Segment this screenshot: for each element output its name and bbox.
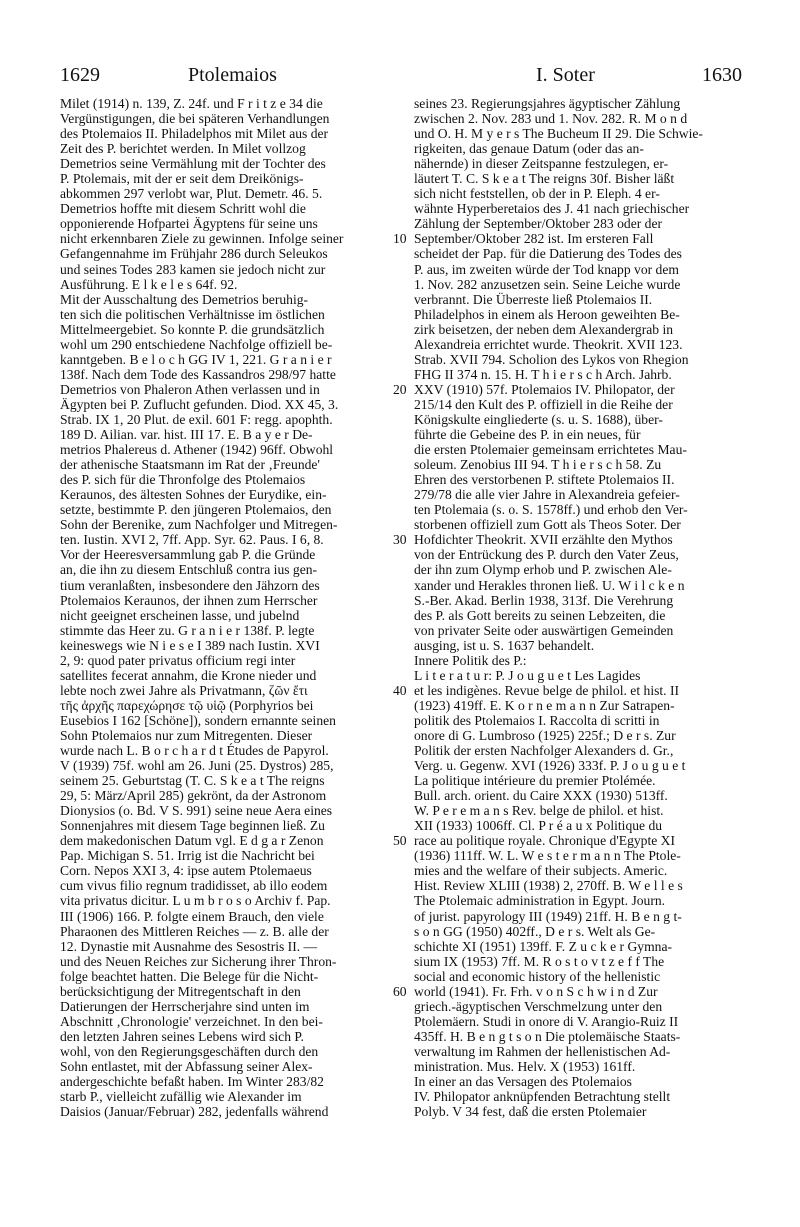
text-line: Ausführung. E l k e l e s 64f. 92. xyxy=(60,276,238,292)
text-line: of jurist. papyrology III (1949) 21ff. H. B e n g t- xyxy=(414,908,682,924)
text-line: Bull. arch. orient. du Caire XXX (1930) 513ff. xyxy=(414,788,668,804)
text-line: des P. als Gott bereits zu seinen Lebzeiten, die xyxy=(414,607,666,623)
text-line: In einer an das Versagen des Ptolemaios xyxy=(414,1074,632,1090)
text-line: dem makedonischen Datum vgl. E d g a r Zenon xyxy=(60,833,324,849)
text-line: Demetrios hoffte mit diesem Schritt wohl die xyxy=(60,201,306,217)
text-line: Dionysios (o. Bd. V S. 991) seine neue Aera eines xyxy=(60,803,333,819)
text-line: seines 23. Regierungsjahres ägyptischer Zählung xyxy=(414,96,681,111)
left-page-number: 1629 xyxy=(60,64,100,86)
text-line: wohl, von den Regierungsgeschäften durch den xyxy=(60,1043,319,1059)
text-line: V (1939) 75f. wohl am 26. Juni (25. Dystros) 285, xyxy=(60,758,334,774)
text-line: Mittelmeergebiet. So konnte P. die grundsätzlich xyxy=(60,321,325,337)
text-line: wohl um 290 entschiedene Nachfolge offiziell be- xyxy=(60,336,333,352)
text-line: Königskulte eingliederte (s. u. S. 1688), über- xyxy=(414,411,663,427)
text-line: und seines Todes 283 kamen sie jedoch nicht zur xyxy=(60,261,326,277)
text-line: 215/14 den Kult des P. offiziell in die Reihe der xyxy=(414,396,673,412)
text-line: metrios Phalereus d. Athener (1942) 96ff. Obwohl xyxy=(60,442,334,458)
text-line: Datierungen der Herrscherjahre sind unten im xyxy=(60,998,310,1014)
text-line: Strab. XVII 794. Scholion des Lykos von Rhegion xyxy=(414,351,689,367)
line-number: 30 xyxy=(393,532,407,548)
text-line: III (1906) 166. P. folgte einem Brauch, den viele xyxy=(60,908,324,924)
text-line: und des Neuen Reiches zur Sicherung ihrer Thron- xyxy=(60,953,337,969)
text-line: L i t e r a t u r: P. J o u g u e t Les Lagides xyxy=(414,667,641,683)
text-line: Zeit des P. berichtet werden. In Milet vollzog xyxy=(60,141,306,157)
text-line: seinem 25. Geburtstag (T. C. S k e a t The reigns xyxy=(60,773,325,789)
text-line: onore di G. Lumbroso (1925) 225f.; D e r s. Zur xyxy=(414,727,676,743)
text-line: starb P., vielleicht zufällig wie Alexander im xyxy=(60,1089,302,1105)
text-line: sich nicht feststellen, ob der in P. Eleph. 4 er- xyxy=(414,186,660,202)
text-line: 138f. Nach dem Tode des Kassandros 298/97 hatte xyxy=(60,366,336,382)
text-line: Ägypten bei P. Zuflucht gefunden. Diod. XX 45, 3. xyxy=(60,396,339,412)
text-line: verbrannt. Die Überreste ließ Ptolemaios II. xyxy=(414,291,653,307)
text-line: Ehren des verstorbenen P. stiftete Ptolemaios II. xyxy=(414,472,675,488)
text-line: W. P e r e m a n s Rev. belge de philol. et hist. xyxy=(414,803,664,819)
text-line: 29, 5: März/April 285) gekrönt, da der Astronom xyxy=(60,788,327,804)
text-line: Gefangennahme im Frühjahr 286 durch Seleukos xyxy=(60,246,328,262)
text-line: The Ptolemaic administration in Egypt. Journ. xyxy=(414,893,666,909)
text-line: Keraunos, des ältesten Sohnes der Eurydike, ein- xyxy=(60,487,327,503)
text-line: (1936) 111ff. W. L. W e s t e r m a n n The Ptole- xyxy=(414,848,681,864)
text-line: Sohn Ptolemaios nur zum Mitregenten. Dieser xyxy=(60,727,313,743)
text-line: 1. Nov. 282 anzusetzen sein. Seine Leiche wurde xyxy=(414,276,681,292)
text-line: xander und Herakles thronen ließ. U. W i l c k e n xyxy=(414,577,685,593)
text-line: et les indigènes. Revue belge de philol. et hist. II xyxy=(414,682,680,698)
text-line: zirk beisetzen, der neben dem Alexandergrab in xyxy=(414,321,674,337)
text-line: von der Entrückung des P. durch den Vater Zeus, xyxy=(414,547,679,563)
text-line: Innere Politik des P.: xyxy=(414,652,527,668)
text-line: schichte XI (1951) 139ff. F. Z u c k e r Gymna- xyxy=(414,938,673,954)
text-line: griech.-ägyptischen Verschmelzung unter den xyxy=(414,998,663,1014)
text-line: mies and the welfare of their subjects. Americ. xyxy=(414,863,668,879)
text-line: XII (1933) 1006ff. Cl. P r é a u x Politique du xyxy=(414,818,663,834)
text-line: 435ff. H. B e n g t s o n Die ptolemäische Staats- xyxy=(414,1028,681,1044)
text-line: Pharaonen des Mittleren Reiches — z. B. alle der xyxy=(60,923,329,939)
text-line: Strab. IX 1, 20 Plut. de exil. 601 F: regg. apophth. xyxy=(60,411,333,427)
text-line: (1923) 419ff. E. K o r n e m a n n Zur Satrapen- xyxy=(414,697,675,713)
text-line: P. aus, im zweiten würde der Tod knapp vor dem xyxy=(414,261,679,277)
text-line: berücksichtigung der Mitregentschaft in den xyxy=(60,983,301,999)
text-line: der ihn zum Olymp erhob und P. zwischen Ale- xyxy=(414,562,672,578)
text-line: XXV (1910) 57f. Ptolemaios IV. Philopator, der xyxy=(414,381,675,397)
text-line: s o n GG (1950) 402ff., D e r s. Welt als Ge- xyxy=(414,923,656,939)
text-line: cum vivus filio regnum tradidisset, ab illo eodem xyxy=(60,878,328,894)
text-line: soleum. Zenobius III 94. T h i e r s c h 58. Zu xyxy=(414,457,662,473)
text-line: satellites fecerat annahm, die Krone nieder und xyxy=(60,667,317,683)
text-line: Corn. Nepos XXI 3, 4: ipse autem Ptolemaeus xyxy=(60,863,312,879)
text-line: storbenen offiziell zum Gott als Theos Soter. Der xyxy=(414,517,681,533)
text-line: τῆς ἀρχῆς παρεχώρησε τῷ υἱῷ (Porphyrios bei xyxy=(60,697,314,713)
text-line: kanntgeben. B e l o c h GG IV 1, 221. G r a n i e r xyxy=(60,351,332,367)
text-line: rigkeiten, das genaue Datum (oder das an- xyxy=(414,141,644,157)
text-line: des P. sich für die Thronfolge des Ptolemaios xyxy=(60,472,306,488)
text-line: Sohn der Berenike, zum Nachfolger und Mitregen- xyxy=(60,517,338,533)
text-line: ten Ptolemaia (s. o. S. 1578ff.) und erhob den Ver- xyxy=(414,502,688,518)
text-line: world (1941). Fr. Frh. v o n S c h w i n d Zur xyxy=(414,983,658,999)
text-line: Politik der ersten Nachfolger Alexanders d. Gr., xyxy=(414,743,674,759)
text-line: lebte noch zwei Jahre als Privatmann, ζῶν ἔτι xyxy=(60,682,308,698)
right-text-column xyxy=(414,96,744,1119)
text-line: ausging, ist u. S. 1637 behandelt. xyxy=(414,637,595,653)
right-page-number: 1630 xyxy=(702,64,742,86)
text-line: Vergünstigungen, die bei späteren Verhandlungen xyxy=(60,111,330,127)
text-line: nähernde) in dieser Zeitspanne festzulegen, er- xyxy=(414,156,669,172)
page-header xyxy=(60,64,742,90)
text-line: ministration. Mus. Helv. X (1953) 161ff. xyxy=(414,1059,636,1074)
text-line: führte die Gebeine des P. in ein neues, für xyxy=(414,427,641,443)
text-line: opponierende Hofpartei Ägyptens für seine uns xyxy=(60,216,318,232)
text-line: läutert T. C. S k e a t The reigns 30f. Bisher läßt xyxy=(414,171,675,187)
text-line: Vor der Heeresversammlung gab P. die Gründe xyxy=(60,547,316,563)
text-line: politik des Ptolemaios I. Raccolta di scritti in xyxy=(414,712,660,728)
text-line: Daisios (Januar/Februar) 282, jedenfalls während xyxy=(60,1104,329,1120)
text-line: verwaltung im Rahmen der hellenistischen Ad- xyxy=(414,1043,671,1059)
text-line: 189 D. Ailian. var. hist. III 17. E. B a y e r De- xyxy=(60,427,313,443)
line-number: 60 xyxy=(393,983,407,999)
text-line: Hofdichter Theokrit. XVII erzählte den Mythos xyxy=(414,532,673,548)
text-line: wurde nach L. B o r c h a r d t Études de Papyrol. xyxy=(60,743,329,759)
text-line: Ptolemäern. Studi in onore di V. Arangio-Ruiz II xyxy=(414,1013,679,1029)
text-line: Demetrios seine Vermählung mit der Tochter des xyxy=(60,156,326,172)
text-line: September/Oktober 282 ist. Im ersteren Fall xyxy=(414,231,654,247)
line-number: 20 xyxy=(393,381,407,397)
text-line: vita privatus dicitur. L u m b r o s o Archiv f. Pap. xyxy=(60,893,331,909)
text-line: Zählung der September/Oktober 283 oder der xyxy=(414,216,663,232)
text-line: nicht geeignet erscheinen lasse, und jubelnd xyxy=(60,607,300,623)
text-line: des Ptolemaios II. Philadelphos mit Milet aus der xyxy=(60,126,329,142)
text-line: Philadelphos in einem als Heroon geweihten Be- xyxy=(414,306,680,322)
line-number: 40 xyxy=(393,682,407,698)
text-line: Sonnenjahres mit diesem Tage beginnen ließ. Zu xyxy=(60,818,325,834)
text-line: und O. H. M y e r s The Bucheum II 29. Die Schwie- xyxy=(414,126,703,142)
text-line: La politique intérieure du premier Ptolémée. xyxy=(414,773,656,789)
text-line: S.-Ber. Akad. Berlin 1938, 313f. Die Verehrung xyxy=(414,592,674,608)
text-line: sium IX (1953) 7ff. M. R o s t o v t z e f f The xyxy=(414,953,665,969)
text-line: scheidet der Pap. für die Datierung des Todes des xyxy=(414,246,682,262)
text-line: Alexandreia errichtet wurde. Theokrit. XVII 123. xyxy=(414,336,683,352)
text-line: Abschnitt ‚Chronologie' verzeichnet. In den bei- xyxy=(60,1013,323,1029)
text-line: den letzten Jahren seines Lebens wird sich P. xyxy=(60,1028,304,1044)
text-line: Ptolemaios Keraunos, der ihnen zum Herrscher xyxy=(60,592,318,608)
left-text-column xyxy=(60,96,392,1119)
right-running-title: I. Soter xyxy=(536,64,595,86)
text-line: stimmte das Heer zu. G r a n i e r 138f. P. legte xyxy=(60,622,315,638)
text-line: 12. Dynastie mit Ausnahme des Sesostris II. — xyxy=(60,938,318,954)
text-line: 279/78 die alle vier Jahre in Alexandreia gefeier- xyxy=(414,487,680,503)
text-line: Eusebios I 162 [Schöne]), sondern ernannte seinen xyxy=(60,712,336,728)
text-line: keineswegs wie N i e s e I 389 nach Iustin. XVI xyxy=(60,637,320,653)
text-line: IV. Philopator anknüpfenden Betrachtung stellt xyxy=(414,1089,671,1105)
text-line: ten. Iustin. XVI 2, 7ff. App. Syr. 62. Paus. I 6, 8. xyxy=(60,532,324,548)
text-line: abkommen 297 verlobt war, Plut. Demetr. 46. 5. xyxy=(60,186,323,202)
text-line: wähnte Hyperberetaios des J. 41 nach griechischer xyxy=(414,201,690,217)
text-line: folge beachtet hatten. Die Belege für die Nicht- xyxy=(60,968,319,984)
text-line: setzte, bestimmte P. den jüngeren Ptolemaios, den xyxy=(60,502,332,518)
text-line: P. Ptolemais, mit der er seit dem Dreikönigs- xyxy=(60,171,304,187)
text-line: Sohn entlastet, mit der Abfassung seiner Alex- xyxy=(60,1059,313,1074)
text-line: Polyb. V 34 fest, daß die ersten Ptolemaier xyxy=(414,1104,647,1120)
line-number: 50 xyxy=(393,833,407,849)
left-running-title: Ptolemaios xyxy=(188,64,277,86)
text-line: an, die ihn zu diesem Entschluß contra ius gen- xyxy=(60,562,318,578)
text-line: Demetrios von Phaleron Athen verlassen und in xyxy=(60,381,320,397)
text-line: von privater Seite oder auswärtigen Gemeinden xyxy=(414,622,674,638)
text-line: FHG II 374 n. 15. H. T h i e r s c h Arch. Jahrb. xyxy=(414,366,672,382)
text-line: social and economic history of the hellenistic xyxy=(414,968,661,984)
text-line: Hist. Review XLIII (1938) 2, 270ff. B. W e l l e s xyxy=(414,878,683,894)
text-line: Verg. u. Gegenw. XVI (1926) 333f. P. J o u g u e t xyxy=(414,758,686,774)
text-line: Pap. Michigan S. 51. Irrig ist die Nachricht bei xyxy=(60,848,315,864)
text-line: race au politique royale. Chronique d'Egypte XI xyxy=(414,833,676,849)
text-line: der athenische Staatsmann im Rat der ‚Freunde' xyxy=(60,457,320,473)
text-line: Milet (1914) n. 139, Z. 24f. und F r i t z e 34 die xyxy=(60,96,323,111)
text-line: andergeschichte befaßt haben. Im Winter 283/82 xyxy=(60,1074,324,1090)
text-line: 2, 9: quod pater privatus officium regi inter xyxy=(60,652,296,668)
text-line: ten sich die politischen Verhältnisse im östlichen xyxy=(60,306,325,322)
text-line: nicht erkennbaren Ziele zu gewinnen. Infolge seiner xyxy=(60,231,344,247)
line-number: 10 xyxy=(393,231,407,247)
text-line: Mit der Ausschaltung des Demetrios beruhig- xyxy=(60,291,309,307)
text-line: die ersten Ptolemaier gemeinsam errichtetes Mau- xyxy=(414,442,687,458)
text-line: tium veranlaßten, insbesondere den Jähzorn des xyxy=(60,577,320,593)
text-line: zwischen 2. Nov. 283 und 1. Nov. 282. R. M o n d xyxy=(414,111,688,127)
